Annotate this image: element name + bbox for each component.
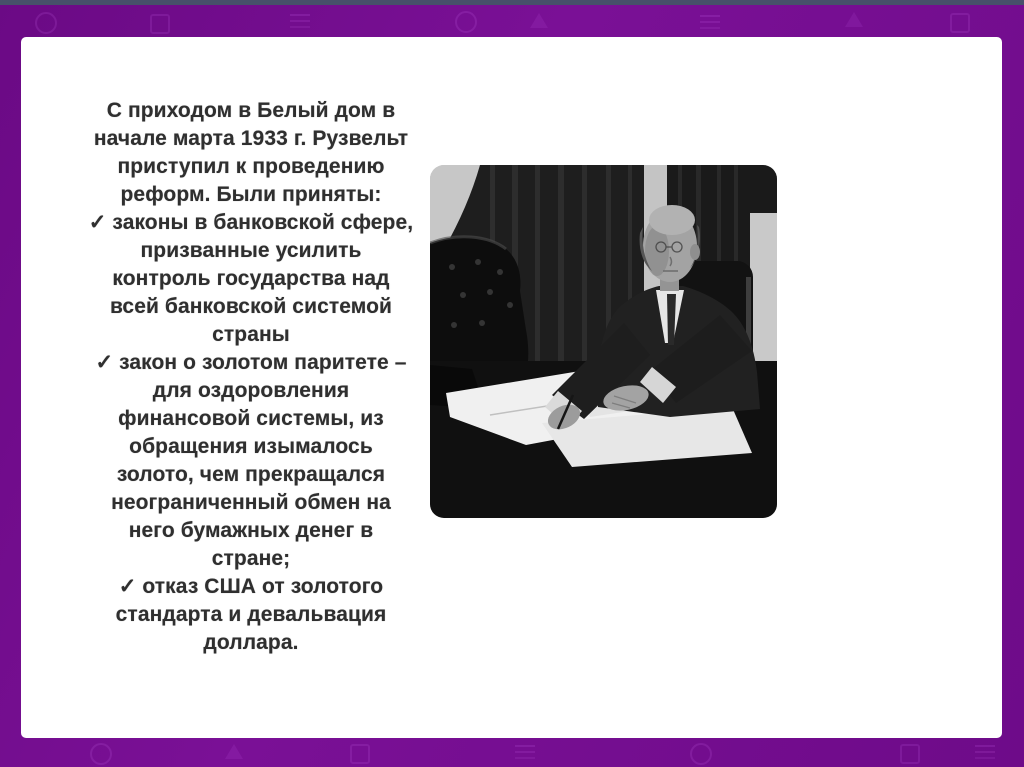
top-strip [0,0,1024,5]
border-doodle-icon [975,745,995,747]
text-line: неограниченный обмен на [111,491,391,514]
border-doodle-icon [690,743,712,765]
border-doodle-icon [290,14,310,16]
border-doodle-icon [35,12,57,34]
border-doodle-icon [350,744,370,764]
text-line: доллара. [203,631,299,654]
roosevelt-photo [430,165,777,518]
text-line: золото, чем прекращался [116,463,386,486]
slide-text-block [71,97,431,657]
text-line: С приходом в Белый дом в [106,99,396,122]
roosevelt-photo-illustration [430,165,777,518]
text-line: призванные усилить [140,239,362,262]
text-line: для оздоровления [152,379,350,402]
border-doodle-icon [225,744,243,759]
text-line: всей банковской системой [109,295,393,318]
text-line: стране; [211,547,291,570]
text-line: ✓ закон о золотом паритете – [95,351,407,374]
border-doodle-icon [900,744,920,764]
border-doodle-icon [950,13,970,33]
border-doodle-icon [90,743,112,765]
text-line: финансовой системы, из [118,407,384,430]
border-doodle-icon [455,11,477,33]
border-doodle-icon [530,13,548,28]
border-doodle-icon [515,745,535,747]
text-line: страны [212,323,290,346]
text-line: реформ. Были приняты: [120,183,382,206]
text-line: обращения изымалось [129,435,373,458]
border-doodle-icon [845,12,863,27]
text-line: контроль государства над [112,267,390,290]
border-doodle-icon [150,14,170,34]
text-line: начале марта 1933 г. Рузвельт [93,127,409,150]
text-line: ✓ законы в банковской сфере, [88,211,414,234]
text-line: стандарта и девальвация [115,603,387,626]
text-line: ✓ отказ США от золотого [118,575,384,598]
text-line: него бумажных денег в [128,519,374,542]
border-pattern-top [0,5,1024,37]
border-pattern-bottom [0,738,1024,767]
slide-canvas [21,37,1002,738]
text-line: приступил к проведению [117,155,385,178]
border-doodle-icon [700,15,720,17]
